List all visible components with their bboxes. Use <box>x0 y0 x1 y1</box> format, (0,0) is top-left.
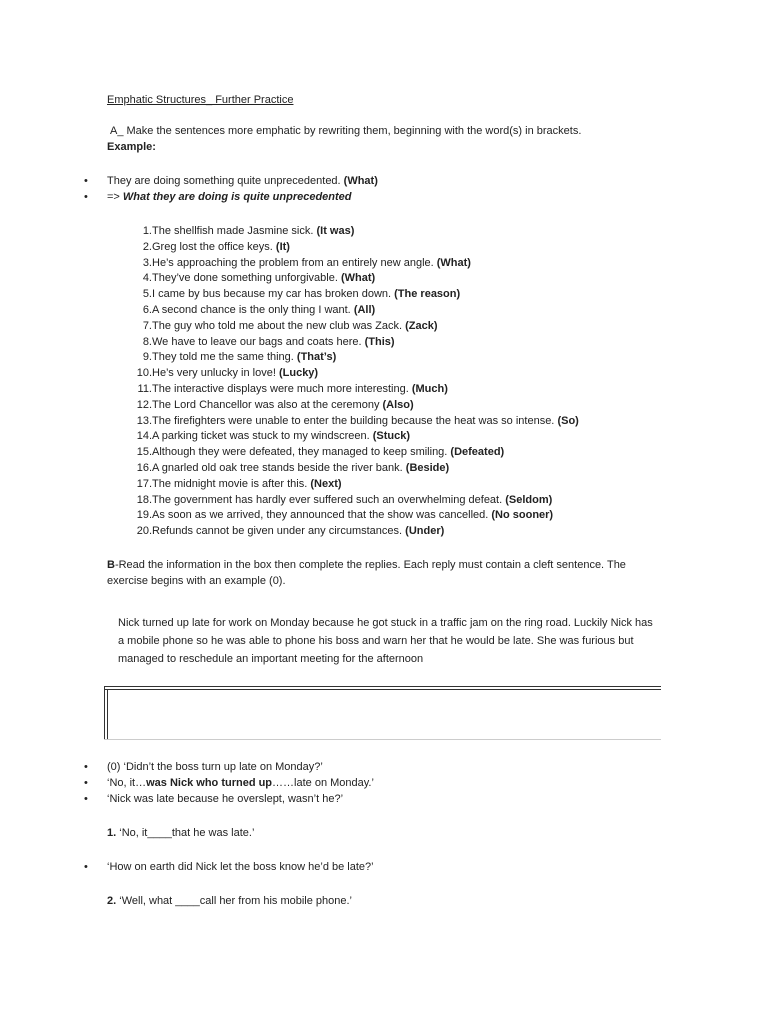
exercise-item <box>125 240 705 256</box>
item-text: We have to leave our bags and coats here. <box>152 335 362 348</box>
item-text: They told me the same thing. <box>152 351 294 364</box>
item-text: He’s very unlucky in love! <box>152 367 276 380</box>
item-number: 10. <box>136 367 152 380</box>
item-number: 2. <box>142 240 152 253</box>
exercise-item <box>125 445 705 461</box>
section-b-instructions <box>107 558 667 589</box>
item-cue: (What) <box>340 272 376 285</box>
example-answer: What they are doing is quite unprecedented <box>122 191 352 203</box>
page-title: Emphatic Structures_ Further Practice <box>107 94 294 106</box>
item-number: 7. <box>142 319 152 332</box>
box-border-top <box>104 686 661 687</box>
item-cue: (All) <box>353 303 376 316</box>
item-cue: (So) <box>557 414 579 427</box>
item-cue: (What) <box>436 256 471 269</box>
section-a-instruction-text: A_ Make the sentences more emphatic by rewriting them, beginning with the word(s) in brackets. <box>110 125 582 137</box>
item-text: The firefighters were unable to enter the building because the heat was so intense. <box>152 414 555 427</box>
dialogue-a0-start: ‘No, it… <box>107 777 147 789</box>
item-cue: (Also) <box>382 398 414 411</box>
bullet-dot: • <box>84 191 88 203</box>
item-cue: (No sooner) <box>491 509 554 522</box>
item-cue: (Next) <box>310 477 342 490</box>
item-text: The midnight movie is after this. <box>152 477 308 490</box>
example-label: Example: <box>107 140 156 153</box>
item-cue: (Defeated) <box>450 446 505 459</box>
exercise-list <box>125 224 705 540</box>
item-text: Refunds cannot be given under any circumstances. <box>152 525 403 538</box>
exercise-item <box>125 271 705 287</box>
exercise-item <box>125 461 705 477</box>
exercise-item <box>125 319 705 335</box>
item-number: 13. <box>136 414 152 427</box>
exercise-item <box>125 382 705 398</box>
item-cue: (The reason) <box>394 288 461 301</box>
item-number: 12. <box>136 398 152 411</box>
bullet-dot: • <box>84 793 88 805</box>
item-number: 6. <box>142 303 152 316</box>
answer-1 <box>107 826 254 842</box>
exercise-item <box>125 366 705 382</box>
item-text: As soon as we arrived, they announced that the show was cancelled. <box>152 509 489 522</box>
exercise-item <box>125 398 705 414</box>
bullet-dot: • <box>84 777 88 789</box>
item-number: 15. <box>136 446 152 459</box>
item-number: 1. <box>142 225 152 237</box>
answer-1-text: ‘No, it____that he was late.’ <box>119 827 255 839</box>
item-cue: (It) <box>275 240 290 253</box>
item-number: 9. <box>142 351 152 364</box>
item-cue: (Lucky) <box>278 367 319 380</box>
item-cue: (Beside) <box>405 461 450 474</box>
item-number: 17. <box>136 477 152 490</box>
box-border-bottom <box>104 739 661 740</box>
item-text: I came by bus because my car has broken down. <box>152 288 392 301</box>
item-number: 4. <box>142 272 152 285</box>
item-text: A gnarled old oak tree stands beside the river bank. <box>152 461 403 474</box>
item-text: A second chance is the only thing I want. <box>152 303 351 316</box>
item-text: They’ve done something unforgivable. <box>152 272 338 285</box>
box-border-left <box>104 686 105 739</box>
exercise-item <box>125 350 705 366</box>
section-b-label: B <box>107 559 115 571</box>
item-text: A parking ticket was stuck to my windscreen. <box>152 430 370 443</box>
section-b-instruction-text: -Read the information in the box then complete the replies. Each reply must contain a cleft sentence. The exercise begins with an example (0). <box>107 559 626 587</box>
answer-2 <box>107 894 352 910</box>
example-arrow: => <box>107 191 120 203</box>
exercise-item <box>125 303 705 319</box>
item-number: 18. <box>136 493 152 506</box>
item-text: The interactive displays were much more interesting. <box>152 382 409 395</box>
item-text: The Lord Chancellor was also at the ceremony <box>152 398 380 411</box>
exercise-item <box>125 256 705 272</box>
bullet-dot: • <box>84 761 88 773</box>
item-text: He’s approaching the problem from an entirely new angle. <box>152 256 434 269</box>
section-a-instructions <box>107 124 667 155</box>
item-number: 20. <box>136 525 152 538</box>
exercise-item <box>125 508 705 524</box>
item-cue: (Zack) <box>405 319 438 332</box>
exercise-item <box>125 477 705 493</box>
item-cue: (Much) <box>411 382 448 395</box>
example-sentence: They are doing something quite unprecedented. <box>107 175 341 187</box>
item-text: Greg lost the office keys. <box>152 240 273 253</box>
dialogue-q0: (0) ‘Didn’t the boss turn up late on Monday?’ <box>107 761 323 773</box>
item-text: The shellfish made Jasmine sick. <box>152 225 314 237</box>
exercise-item <box>125 224 705 240</box>
exercise-item <box>125 287 705 303</box>
exercise-item <box>125 429 705 445</box>
exercise-item <box>125 414 705 430</box>
item-cue: (It was) <box>316 225 355 237</box>
item-text: The government has hardly ever suffered such an overwhelming defeat. <box>152 493 503 506</box>
example-cue: (What) <box>343 175 378 187</box>
item-number: 14. <box>136 430 152 443</box>
bullet-dot: • <box>84 175 88 187</box>
item-number: 8. <box>142 335 152 348</box>
item-text: The guy who told me about the new club was Zack. <box>152 319 403 332</box>
item-number: 3. <box>142 256 152 269</box>
item-number: 19. <box>136 509 152 522</box>
box-border-left-inner <box>107 689 108 739</box>
item-cue: (That’s) <box>296 351 337 364</box>
answer-2-number: 2. <box>107 895 117 907</box>
story-text: Nick turned up late for work on Monday because he got stuck in a traffic jam on the ring road. Luckily Nick has a mobile phone so he was able to phone his boss and warn her that he would be late. She was furious but managed to reschedule an important meeting for the afternoon <box>118 617 653 665</box>
answer-2-text: ‘Well, what ____call her from his mobile phone.’ <box>119 895 352 907</box>
item-cue: (Stuck) <box>372 430 410 443</box>
exercise-item <box>125 335 705 351</box>
item-cue: (Under) <box>405 525 445 538</box>
exercise-item <box>125 524 705 540</box>
item-cue: (This) <box>364 335 395 348</box>
dialogue-a0-end: ……late on Monday.’ <box>272 777 374 789</box>
box-border-top-inner <box>104 689 661 690</box>
bullet-dot: • <box>84 861 88 873</box>
item-number: 11. <box>137 382 152 395</box>
dialogue-q1: ‘Nick was late because he overslept, wasn’t he?’ <box>107 793 344 805</box>
answer-1-number: 1. <box>107 827 117 839</box>
dialogue-a0-bold: was Nick who turned up <box>146 777 273 789</box>
dialogue-q2: ‘How on earth did Nick let the boss know he’d be late?’ <box>107 861 374 873</box>
exercise-item <box>125 493 705 509</box>
item-text: Although they were defeated, they managed to keep smiling. <box>152 446 448 459</box>
item-number: 16. <box>136 461 152 474</box>
item-number: 5. <box>142 288 152 301</box>
item-cue: (Seldom) <box>505 493 553 506</box>
